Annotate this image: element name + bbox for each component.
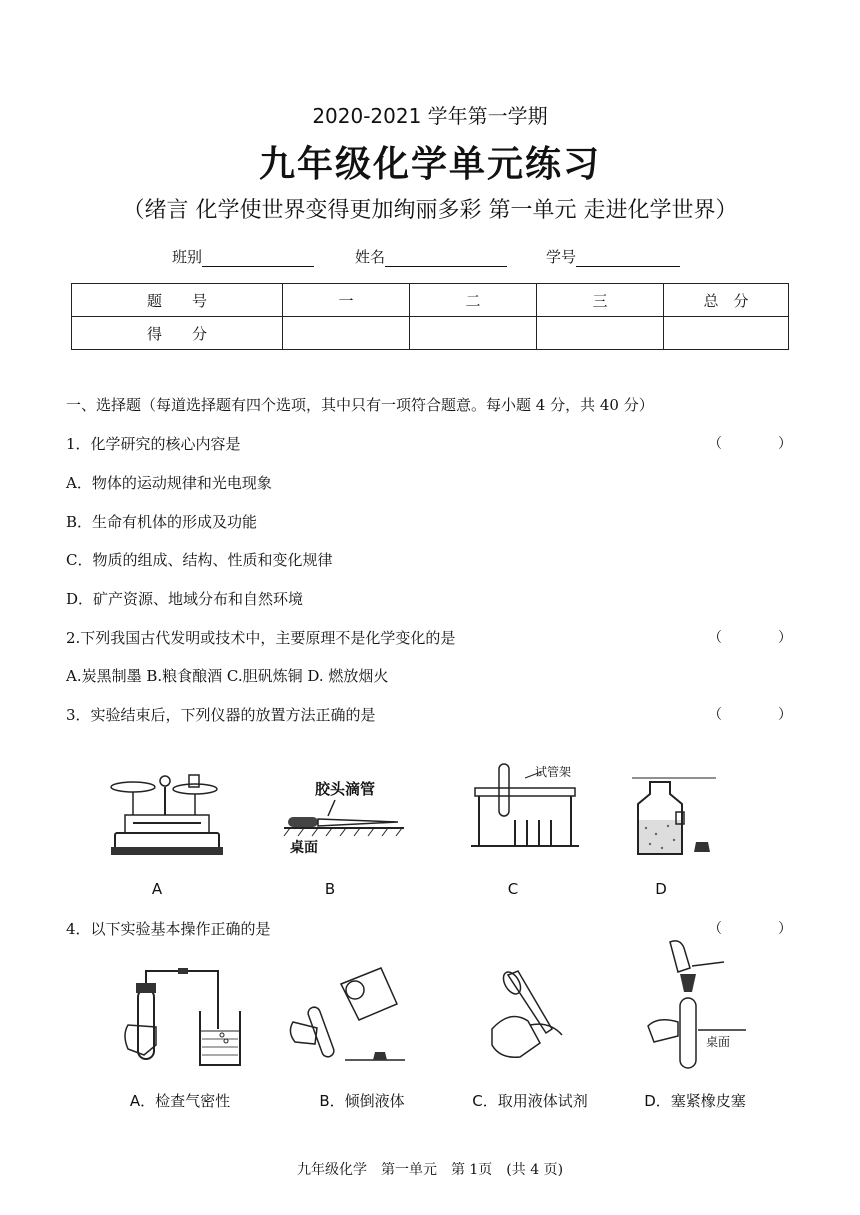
- student-id-field[interactable]: [546, 246, 680, 267]
- question-3-stem: 3．实验结束后，下列仪器的放置方法正确的是: [66, 706, 376, 724]
- question-1-option-b: B．生命有机体的形成及功能: [66, 513, 258, 531]
- question-1-option-d: D．矿产资源、地域分布和自然环境: [66, 590, 304, 608]
- answer-blank-q2[interactable]: （ ）: [708, 630, 792, 646]
- q3-caption-b: B: [324, 880, 336, 898]
- dropper-on-table-figure: [280, 770, 410, 855]
- dropper-label: 胶头滴管: [315, 781, 376, 798]
- score-entry-part-2[interactable]: [410, 317, 537, 350]
- table-cell-score-label: 得 分: [72, 317, 283, 350]
- table-cell-part-1: 一: [283, 284, 410, 317]
- page-subtitle: （绪言 化学使世界变得更加绚丽多彩 第一单元 走进化学世界）: [122, 198, 738, 223]
- table-label: 桌面: [290, 839, 318, 855]
- airtightness-check-figure: [122, 965, 252, 1075]
- question-1-stem: 1．化学研究的核心内容是: [66, 435, 241, 453]
- q4-caption-d: D．塞紧橡皮塞: [644, 1092, 746, 1110]
- name-label: 姓名: [355, 248, 386, 266]
- question-1-option-c: C．物质的组成、结构、性质和变化规律: [66, 551, 333, 569]
- question-2-stem: 2.下列我国古代发明或技术中，主要原理不是化学变化的是: [66, 629, 456, 647]
- name-field[interactable]: [355, 246, 507, 267]
- answer-blank-q3[interactable]: （ ）: [708, 707, 792, 723]
- term-line: 2020-2021 学年第一学期: [312, 104, 548, 128]
- name-blank[interactable]: [385, 248, 507, 267]
- question-2-options: A.炭黑制墨 B.粮食酿酒 C.胆矾炼铜 D. 燃放烟火: [66, 667, 389, 685]
- q3-caption-c: C: [507, 880, 519, 898]
- question-1-option-a: A．物体的运动规律和光电现象: [66, 474, 272, 492]
- q4-caption-b: B．倾倒液体: [319, 1092, 405, 1110]
- answer-blank-q1[interactable]: （ ）: [708, 436, 792, 452]
- answer-blank-q4[interactable]: （ ）: [708, 921, 792, 937]
- score-table: [71, 283, 789, 350]
- table-cell-part-3: 三: [537, 284, 664, 317]
- table-label-q4: 桌面: [706, 1035, 731, 1049]
- reagent-bottle-figure: [630, 768, 720, 860]
- balance-figure: [105, 765, 225, 860]
- rack-label: 试管架: [535, 765, 572, 779]
- test-tube-rack-figure: [465, 758, 585, 858]
- table-cell-question-number: 题 号: [72, 284, 283, 317]
- dropper-usage-figure: [480, 965, 590, 1070]
- score-table-header-row: [72, 284, 789, 317]
- score-entry-total[interactable]: [664, 317, 789, 350]
- inserting-stopper-figure: [640, 938, 750, 1078]
- class-label: 班别: [172, 248, 203, 266]
- student-id-label: 学号: [546, 248, 577, 266]
- score-entry-part-1[interactable]: [283, 317, 410, 350]
- score-table-score-row: [72, 317, 789, 350]
- section-heading: 一、选择题（每道选择题有四个选项，其中只有一项符合题意。每小题 4 分，共 40 分）: [66, 396, 654, 414]
- class-blank[interactable]: [202, 248, 314, 267]
- q4-caption-a: A．检查气密性: [129, 1092, 231, 1110]
- table-cell-total: 总 分: [664, 284, 789, 317]
- class-field[interactable]: [172, 246, 314, 267]
- table-cell-part-2: 二: [410, 284, 537, 317]
- q3-caption-d: D: [655, 880, 667, 898]
- score-entry-part-3[interactable]: [537, 317, 664, 350]
- question-4-stem: 4．以下实验基本操作正确的是: [66, 920, 271, 938]
- page-footer: 九年级化学 第一单元 第 1页 (共 4 页): [296, 1162, 564, 1178]
- q4-caption-c: C．取用液体试剂: [472, 1092, 588, 1110]
- page-title: 九年级化学单元练习: [258, 144, 601, 185]
- pouring-liquid-figure: [285, 962, 410, 1072]
- student-id-blank[interactable]: [576, 248, 680, 267]
- q3-caption-a: A: [151, 880, 163, 898]
